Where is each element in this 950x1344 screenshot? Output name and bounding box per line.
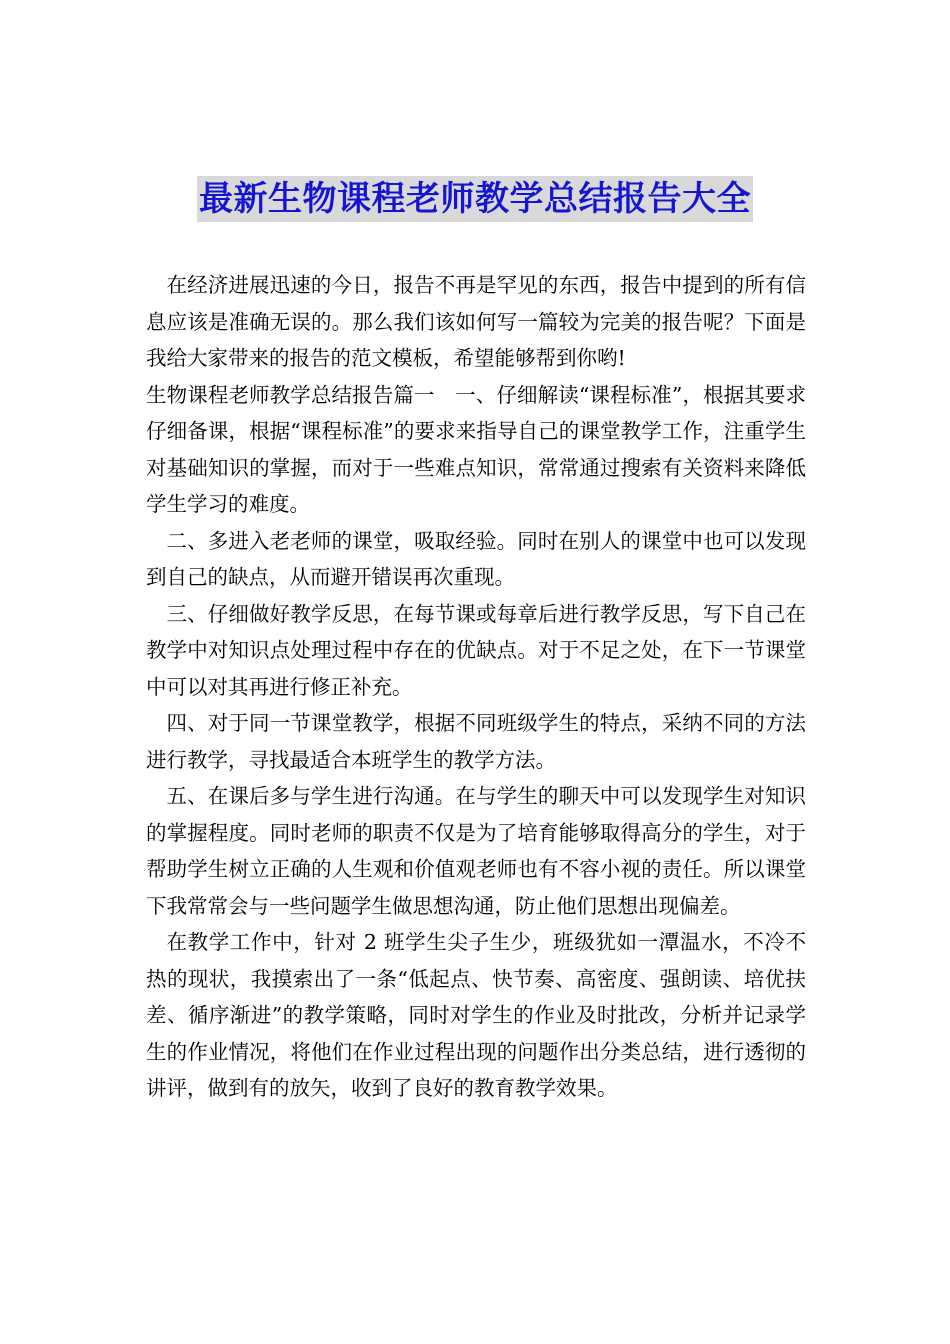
paragraph-section-1: 生物课程老师教学总结报告篇一 一、仔细解读“课程标准”，根据其要求仔细备课，根据“课程标准”的要求来指导自己的课堂教学工作，注重学生对基础知识的掌握，而对于一些难点知识，常常通过搜索有关资料来降低学生学习的难度。: [146, 382, 806, 516]
paragraph-section-2: 二、多进入老老师的课堂，吸取经验。同时在别人的课堂中也可以发现到自己的缺点，从而避开错误再次重现。: [146, 528, 806, 589]
paragraph-intro: 在经济进展迅速的今日，报告不再是罕见的东西，报告中提到的所有信息应该是准确无误的。那么我们该如何写一篇较为完美的报告呢？下面是我给大家带来的报告的范文模板，希望能够帮到你哟!: [146, 273, 806, 370]
paragraph-section-3: 三、仔细做好教学反思，在每节课或每章后进行教学反思，写下自己在教学中对知识点处理过程中存在的优缺点。对于不足之处，在下一节课堂中可以对其再进行修正补充。: [146, 601, 806, 699]
paragraph-section-5: 五、在课后多与学生进行沟通。在与学生的聊天中可以发现学生对知识的掌握程度。同时老师的职责不仅是为了培育能够取得高分的学生，对于帮助学生树立正确的人生观和价值观老师也有不容小视的责任。所以课堂下我常常会与一些问题学生做思想沟通，防止他们思想出现偏差。: [146, 784, 806, 918]
title-container: [0, 176, 950, 222]
document-body: [146, 267, 806, 1107]
page-title: 最新生物课程老师教学总结报告大全: [197, 176, 753, 222]
paragraph-teaching-work: 在教学工作中，针对 2 班学生尖子生少，班级犹如一潭温水，不冷不热的现状，我摸索出了一条“低起点、快节奏、高密度、强朗读、培优扶差、循序渐进”的教学策略，同时对学生的作业及时批改，分析并记录学生的作业情况，将他们在作业过程出现的问题作出分类总结，进行透彻的讲评，做到有的放矢，收到了良好的教育教学效果。: [146, 930, 806, 1100]
paragraph-section-4: 四、对于同一节课堂教学，根据不同班级学生的特点，采纳不同的方法进行教学，寻找最适合本班学生的教学方法。: [146, 711, 806, 772]
